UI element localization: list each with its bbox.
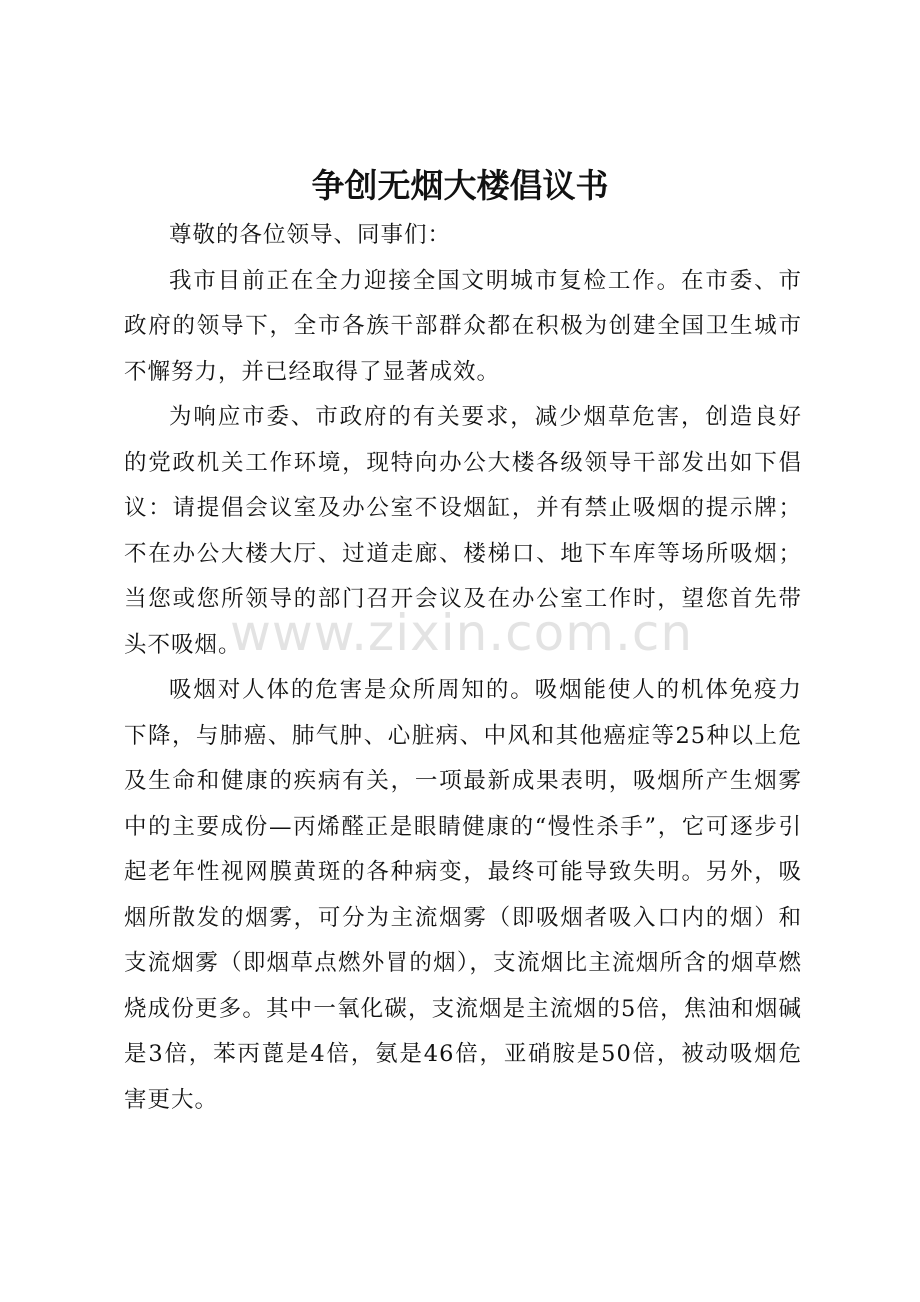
watermark: www.zixin.com.cn bbox=[230, 604, 694, 662]
paragraph-3: 吸烟对人体的危害是众所周知的。吸烟能使人的机体免疫力下降，与肺癌、肺气肿、心脏病、中风和其他癌症等25种以上危及生命和健康的疾病有关，一项最新成果表明，吸烟所产生烟雾中的主要成份—丙烯醛正是眼睛健康的“慢性杀手”，它可逐步引起老年性视网膜黄斑的各种病变，最终可能导致失明。另外，吸烟所散发的烟雾，可分为主流烟雾（即吸烟者吸入口内的烟）和支流烟雾（即烟草点燃外冒的烟），支流烟比主流烟所含的烟草燃烧成份更多。其中一氧化碳，支流烟是主流烟的5倍，焦油和烟碱是3倍，苯丙蓖是4倍，氨是46倍，亚硝胺是50倍，被动吸烟危害更大。 bbox=[124, 677, 802, 1113]
salutation: 尊敬的各位领导、同事们： bbox=[169, 222, 452, 248]
document-title: 争创无烟大楼倡议书 bbox=[311, 166, 609, 205]
paragraph-1: 我市目前正在全力迎接全国文明城市复检工作。在市委、市政府的领导下，全市各族干部群众都在积极为创建全国卫生城市不懈努力，并已经取得了显著成效。 bbox=[124, 267, 802, 385]
paragraph-2: 为响应市委、市政府的有关要求，减少烟草危害，创造良好的党政机关工作环境，现特向办公大楼各级领导干部发出如下倡议：请提倡会议室及办公室不设烟缸，并有禁止吸烟的提示牌；不在办公大楼大厅、过道走廊、楼梯口、地下车库等场所吸烟；当您或您所领导的部门召开会议及在办公室工作时，望您首先带头不吸烟。 bbox=[124, 404, 802, 658]
document-body bbox=[124, 213, 802, 1123]
